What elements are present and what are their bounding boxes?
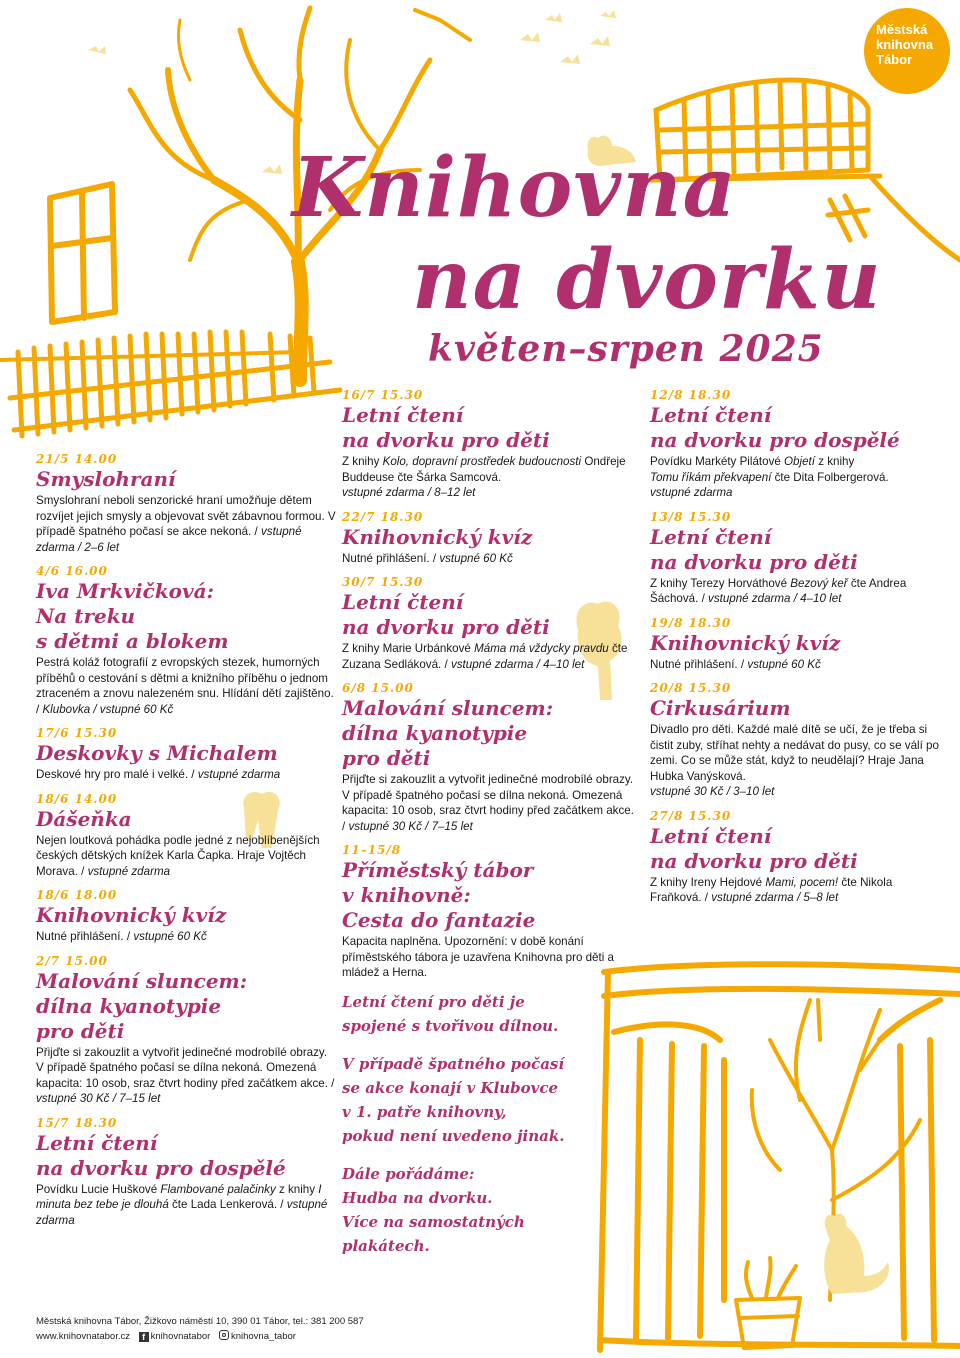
event-date: 16/7 15.30 [342, 388, 424, 402]
event-title: Knihovnický kvíz [342, 524, 533, 549]
events-column-2 [342, 388, 638, 1272]
event-date: 4/6 16.00 [36, 564, 108, 578]
event-item [650, 510, 940, 607]
event-date: 19/8 18.30 [650, 615, 732, 630]
event-title: Letní čtení na dvorku pro dospělé [650, 403, 900, 452]
footer [36, 1314, 364, 1344]
event-description: Povídku Lucie Huškové Flambované palačinky z knihy I minuta bez tebe je dlouhá čte Lada Lenkerová. / vstupné zdarma [36, 1182, 328, 1227]
fence-icon [10, 332, 340, 436]
note-more: Dále pořádáme: Hudba na dvorku. Více na samostatných plakátech. [342, 1164, 525, 1255]
event-date: 18/6 14.00 [36, 791, 118, 806]
note-workshop: Letní čtení pro děti je spojené s tvořivou dílnou. [342, 992, 559, 1035]
event-description: Z knihy Kolo, dopravní prostředek budoucnosti Ondřeje Buddeuse čte Šárka Samcová. vstupné zdarma / 8–12 let [342, 455, 626, 499]
page-title-line2: na dvorku [412, 232, 882, 328]
event-title: Letní čtení na dvorku pro děti [650, 823, 858, 873]
event-description: Nutné přihlášení. / vstupné 60 Kč [342, 551, 513, 565]
event-item [36, 1116, 336, 1229]
page-subtitle: květen–srpen 2025 [428, 328, 824, 370]
event-title: Letní čtení na dvorku pro dospělé [36, 1130, 286, 1180]
event-item [36, 888, 336, 945]
website-link[interactable]: www.knihovnatabor.cz [36, 1331, 130, 1342]
event-description: Nutné přihlášení. / vstupné 60 Kč [650, 657, 821, 671]
event-item [342, 510, 638, 567]
event-date: 12/8 18.30 [650, 388, 732, 402]
note-weather: V případě špatného počasí se akce konají v Klubovce v 1. patře knihovny, pokud není uvedeno jinak. [342, 1054, 565, 1145]
event-item [650, 616, 940, 673]
event-title: Knihovnický kvíz [650, 630, 841, 655]
event-description: Smyslohraní neboli senzorické hraní umožňuje dětem rozvíjet jejich smysly a objevovat svět zábavnou formou. V případě špatného počasí se akce nekoná. / vstupné zdarma / 2–6 let [36, 494, 336, 554]
event-description: Přijďte si zakouzlit a vytvořit jedinečné modrobílé obrazy. V případě špatného počasí se dílna nekoná. Omezená kapacita: 10 osob, sraz čtvrt hodiny před začátkem akce. / vstupné 30 Kč / 7–15 let [36, 1045, 335, 1105]
event-item [650, 388, 940, 501]
facebook-icon: f [139, 1332, 149, 1342]
event-title: Letní čtení na dvorku pro děti [342, 403, 550, 452]
event-item [342, 575, 638, 672]
event-description: Deskové hry pro malé i velké. / vstupné zdarma [36, 768, 281, 781]
footer-address: Městská knihovna Tábor, Žižkovo náměstí 10, 390 01 Tábor, tel.: 381 200 587 [36, 1316, 364, 1327]
event-title: Dášeňka [36, 806, 132, 831]
event-description: Kapacita naplněna. Upozornění: v době konání příměstského tábora je uzavřena Knihovna pro děti a mládež a Herna. [342, 935, 614, 979]
event-item [342, 388, 638, 501]
event-item [342, 843, 638, 981]
event-title: Malování sluncem: dílna kyanotypie pro děti [36, 968, 248, 1043]
footer-links [36, 1329, 364, 1344]
event-date: 20/8 15.30 [650, 681, 732, 695]
event-item [36, 564, 336, 717]
event-description: Z knihy Marie Urbánkové Máma má vždycky pravdu čte Zuzana Sedláková. / vstupné zdarma / 4–10 let [342, 642, 628, 671]
instagram-link[interactable]: knihovna_tabor [230, 1331, 296, 1342]
event-date: 22/7 18.30 [342, 509, 424, 524]
event-item [650, 809, 940, 906]
cat-in-garden-icon [824, 1214, 889, 1294]
event-date: 27/8 15.30 [650, 808, 732, 823]
event-date: 21/5 14.00 [36, 452, 118, 466]
event-description: Povídku Markéty Pilátové Objetí z knihy Tomu říkám překvapení čte Dita Folbergerová. vstupné zdarma [650, 455, 889, 499]
event-description: Pestrá koláž fotografií z evropských stezek, humorných příběhů o cestování s dětmi a knižního příběhu o jednom ztraceném a znovu nalezeném snu. Hlídání dětí zajištěno. / Klubovka / vstupné 60 Kč [36, 656, 334, 716]
event-date: 11–15/8 [342, 843, 402, 857]
event-title: Cirkusárium [650, 696, 791, 720]
facebook-link[interactable]: knihovnatabor [150, 1331, 211, 1342]
event-title: Letní čtení na dvorku pro děti [650, 524, 858, 574]
library-logo[interactable]: Městská knihovna Tábor [864, 8, 950, 94]
event-description: Z knihy Ireny Hejdové Mami, pocem! čte Nikola Fraňková. / vstupné zdarma / 5–8 let [650, 875, 893, 904]
window-icon [50, 184, 115, 322]
event-item [36, 792, 336, 880]
event-date: 15/7 18.30 [36, 1115, 118, 1130]
event-description: Divadlo pro děti. Každé malé dítě se učí, že je třeba si čistit zuby, stříhat nehty a nedávat do pusy, co se válí po zemi. Co se může stát, když to neudělají? Hraje Jana Hubka Vanýsková. vstupné 30 Kč / 3–10 let [650, 723, 939, 798]
event-item [36, 954, 336, 1107]
event-description: Z knihy Terezy Horváthové Bezový keř čte Andrea Šáchová. / vstupné zdarma / 4–10 let [650, 576, 907, 605]
event-title: Iva Mrkvičková: Na treku s dětmi a blokem [36, 579, 229, 653]
events-column-3 [650, 388, 940, 915]
event-date: 13/8 15.30 [650, 509, 732, 524]
flower-pot-icon [736, 1258, 800, 1348]
event-date: 18/6 18.00 [36, 888, 118, 902]
event-date: 17/6 15.30 [36, 726, 118, 740]
event-date: 2/7 15.00 [36, 953, 108, 968]
event-title: Knihovnický kvíz [36, 903, 227, 927]
event-title: Letní čtení na dvorku pro děti [342, 590, 550, 639]
event-description: Nejen loutková pohádka podle jedné z nejoblíbenějších českých dětských knížek Karla Čapka. Hraje Vojtěch Morava. / vstupné zdarma [36, 833, 320, 878]
event-date: 30/7 15.30 [342, 575, 424, 589]
event-description: Nutné přihlášení. / vstupné 60 Kč [36, 930, 207, 943]
event-item [36, 452, 336, 555]
event-item [36, 726, 336, 783]
event-description: Přijďte si zakouzlit a vytvořit jedinečné modrobílé obrazy. V případě špatného počasí se dílna nekoná. Omezená kapacita: 10 osob, sraz čtvrt hodiny před začátkem akce. / vstupné 30 Kč / 7–15 let [342, 773, 634, 833]
event-item [342, 681, 638, 834]
events-column-1 [36, 452, 336, 1237]
event-item [650, 681, 940, 800]
event-title: Malování sluncem: dílna kyanotypie pro děti [342, 696, 554, 770]
event-title: Smyslohraní [36, 467, 176, 491]
page-title-line1: Knihovna [292, 140, 737, 236]
event-title: Příměstský tábor v knihovně: Cesta do fantazie [342, 858, 536, 932]
event-date: 6/8 15.00 [342, 681, 414, 695]
event-title: Deskovky s Michalem [36, 741, 278, 765]
instagram-icon [219, 1330, 229, 1340]
